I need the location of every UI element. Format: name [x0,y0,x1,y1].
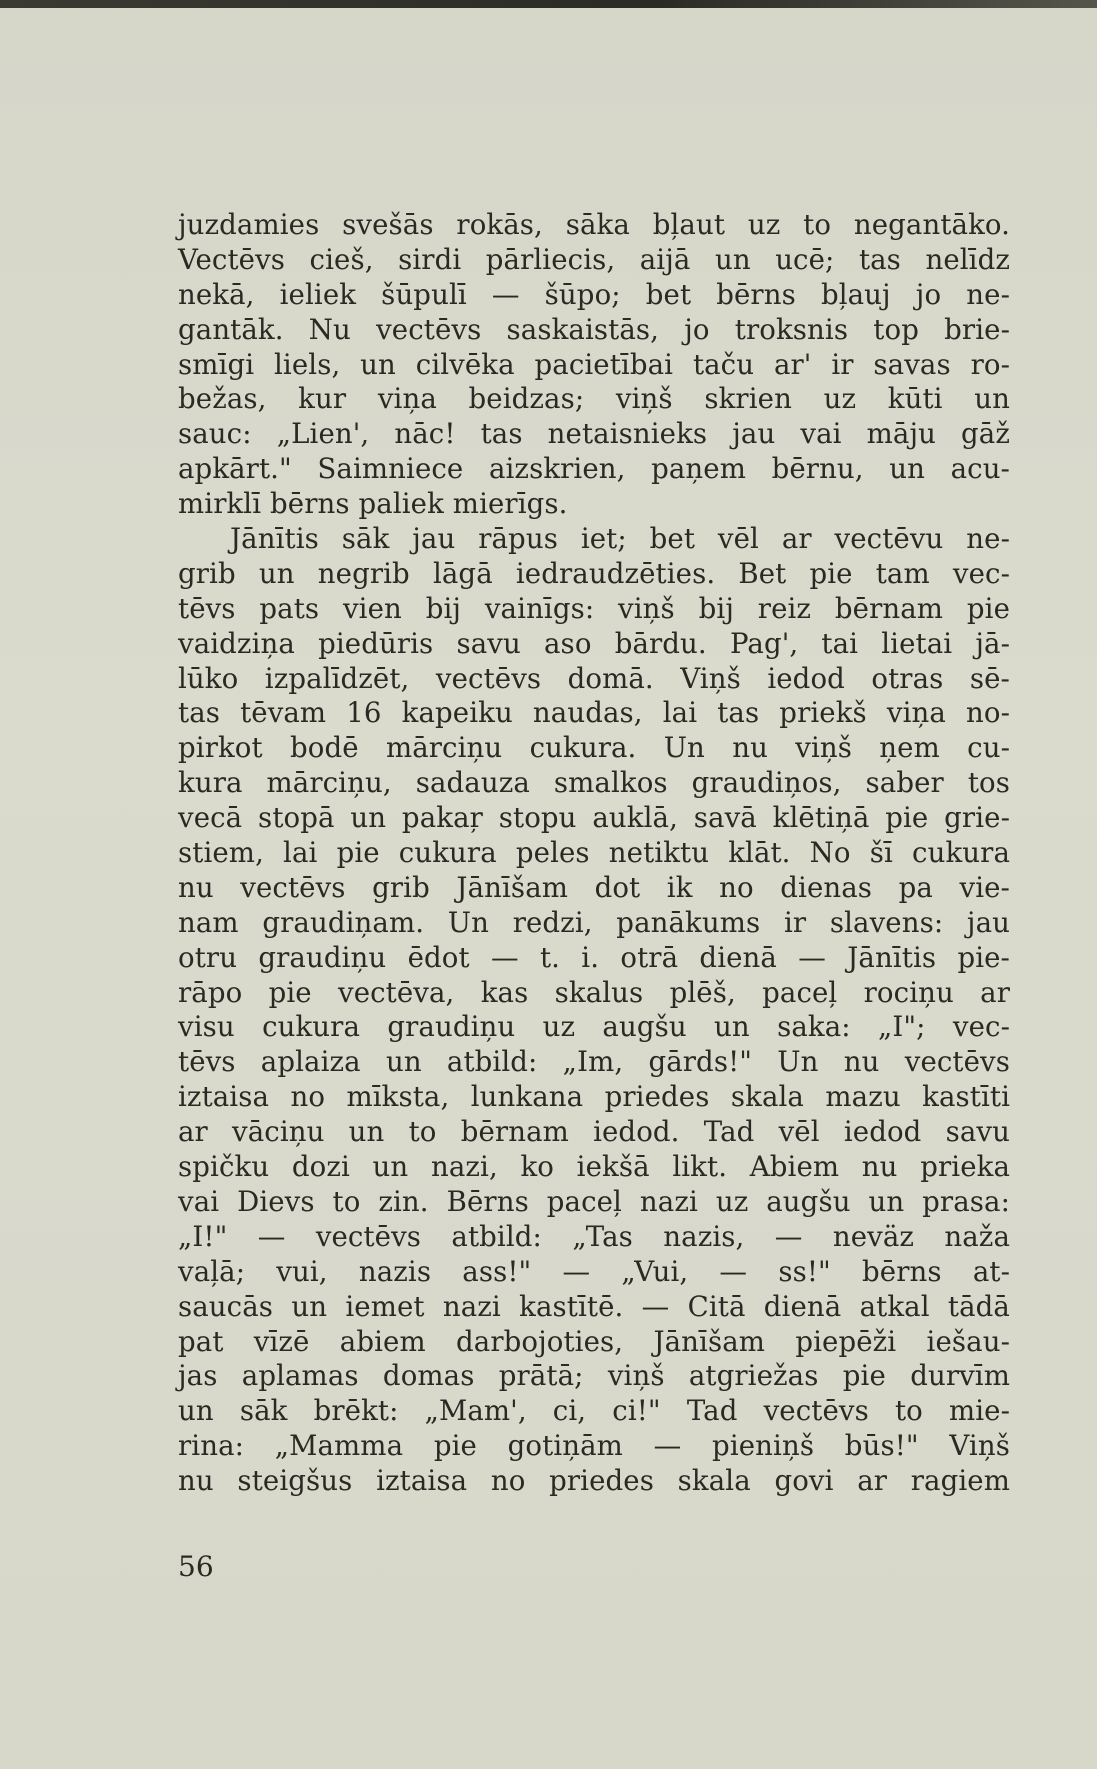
text-line: rina: „Mamma pie gotiņām — pieniņš būs!" Viņš [178,1429,1010,1463]
page-top-edge [0,0,1097,8]
text-line: jas aplamas domas prātā; viņš atgriežas pie durvīm [178,1359,1010,1393]
text-line: un sāk brēkt: „Mam', ci, ci!" Tad vectēvs to mie- [178,1394,1010,1428]
text-line: tēvs pats vien bij vainīgs: viņš bij reiz bērnam pie [178,591,1010,625]
text-line: vai Dievs to zin. Bērns paceļ nazi uz augšu un prasa: [178,1184,1010,1218]
text-line: sauc: „Lien', nāc! tas netaisnieks jau vai māju gāž [178,417,1010,451]
text-line: vaidziņa piedūris savu aso bārdu. Pag', tai lietai jā- [178,626,1010,660]
text-line: vecā stopā un pakaŗ stopu auklā, savā klētiņā pie grie- [178,801,1010,835]
text-line: apkārt." Saimniece aizskrien, paņem bērnu, un acu- [178,452,1010,486]
text-line: rāpo pie vectēva, kas skalus plēš, paceļ rociņu ar [178,975,1010,1009]
text-line: nu vectēvs grib Jānīšam dot ik no dienas pa vie- [178,870,1010,904]
text-line: spičku dozi un nazi, ko iekšā likt. Abiem nu prieka [178,1150,1010,1184]
text-line: gantāk. Nu vectēvs saskaistās, jo troksnis top brie- [178,312,1010,346]
text-line: pirkot bodē mārciņu cukura. Un nu viņš ņem cu- [178,731,1010,765]
text-line: juzdamies svešās rokās, sāka bļaut uz to negantāko. [178,208,1010,241]
text-line: ar vāciņu un to bērnam iedod. Tad vēl iedod savu [178,1115,1010,1149]
text-line: stiem, lai pie cukura peles netiktu klāt. No šī cukura [178,836,1010,870]
text-line: vaļā; vui, nazis ass!" — „Vui, — ss!" bērns at- [178,1254,1010,1288]
text-line: visu cukura graudiņu uz augšu un saka: „I"; vec- [178,1010,1010,1044]
text-line: smīgi liels, un cilvēka pacietībai taču ar' ir savas ro- [178,347,1010,381]
text-line: nekā, ieliek šūpulī — šūpo; bet bērns bļauj jo ne- [178,277,1010,311]
text-line: lūko izpalīdzēt, vectēvs domā. Viņš iedod otras sē- [178,661,1010,695]
body-text [178,208,1010,1499]
page-number: 56 [178,1550,214,1583]
text-line: bežas, kur viņa beidzas; viņš skrien uz kūti un [178,382,1010,416]
text-line: kura mārciņu, sadauza smalkos graudiņos, saber tos [178,766,1010,800]
text-line: tas tēvam 16 kapeiku naudas, lai tas priekš viņa no- [178,696,1010,730]
text-line: iztaisa no mīksta, lunkana priedes skala mazu kastīti [178,1080,1010,1114]
text-line: tēvs aplaiza un atbild: „Im, gārds!" Un nu vectēvs [178,1045,1010,1079]
text-line: otru graudiņu ēdot — t. i. otrā dienā — Jānītis pie- [178,940,1010,974]
text-line: pat vīzē abiem darbojoties, Jānīšam piepēži iešau- [178,1324,1010,1358]
text-line: Vectēvs cieš, sirdi pārliecis, aijā un ucē; tas nelīdz [178,242,1010,276]
text-line: „I!" — vectēvs atbild: „Tas nazis, — neväz naža [178,1219,1010,1253]
text-line: grib un negrib lāgā iedraudzēties. Bet pie tam vec- [178,556,1010,590]
text-line: nu steigšus iztaisa no priedes skala govi ar ragiem [178,1464,1010,1498]
text-line: nam graudiņam. Un redzi, panākums ir slavens: jau [178,905,1010,939]
text-line: mirklī bērns paliek mierīgs. [178,487,568,521]
text-line: Jānītis sāk jau rāpus iet; bet vēl ar vectēvu ne- [230,522,1010,556]
text-line: saucās un iemet nazi kastītē. — Citā dienā atkal tādā [178,1289,1010,1323]
